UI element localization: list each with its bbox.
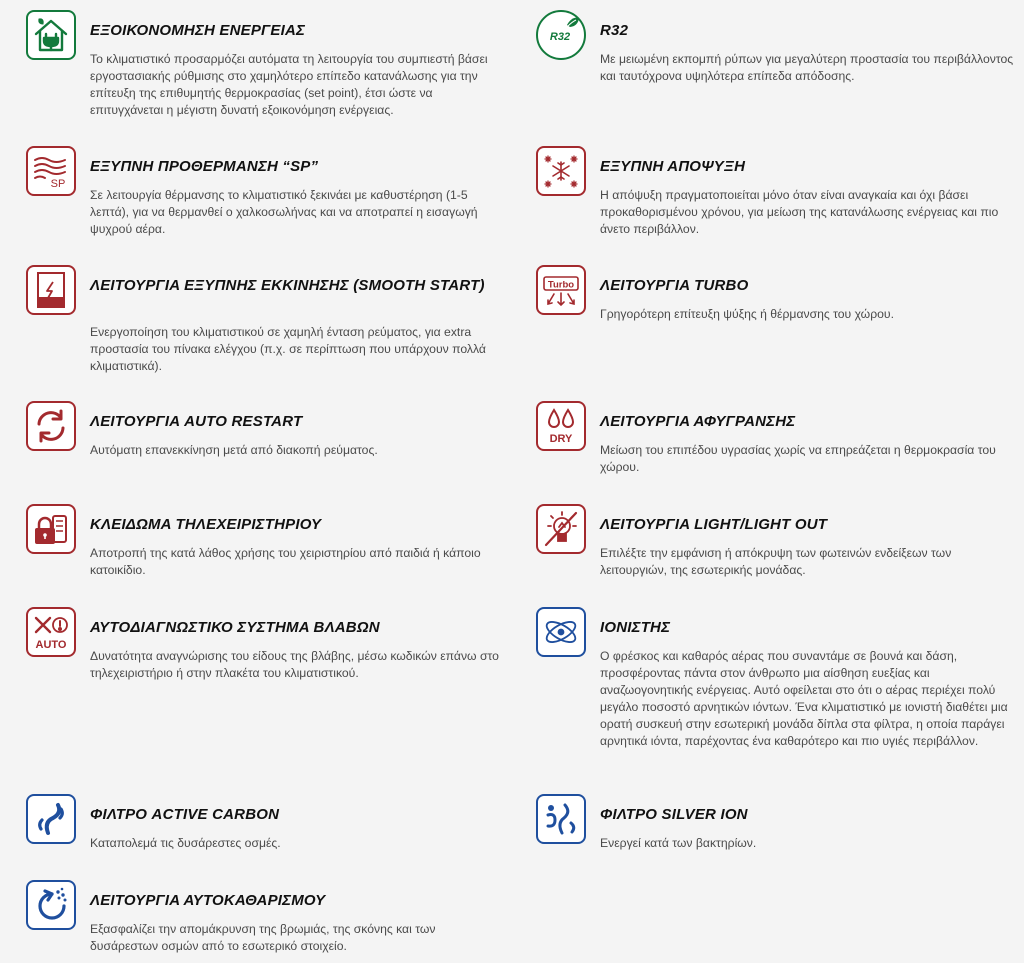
self-clean-icon (26, 880, 76, 930)
feature-title: ΛΕΙΤΟΥΡΓΙΑ TURBO (600, 277, 749, 294)
feature-title: ΑΥΤΟΔΙΑΓΝΩΣΤΙΚΟ ΣΥΣΤΗΜΑ ΒΛΑΒΩΝ (90, 619, 380, 636)
feature-description: Ο φρέσκος και καθαρός αέρας που συναντάμε σε βουνά και δάση, προσφέροντας πάντα στον άνθρωπο μια αίσθηση ευεξίας και αναζωογονητικής ενέργειας. Αυτό οφείλεται στο ότι ο αέρας περιέχει πολύ μεγάλο ποσοστό αρνητικών ιόντων. Ένα κλιματιστικό με ιονιστή διαθέτει μια ορατή συσκευή στην εσωτερική μονάδα δίπλα στα φίλτρα, η οποία παράγει αρνητικά ιόντα, παρέχοντας ένα καθαρότερο και πιο υγιές περιβάλλον. (600, 649, 1008, 748)
feature-title: R32 (600, 22, 629, 39)
feature-title: ΙΟΝΙΣΤΗΣ (600, 619, 671, 636)
feature-description: Ενεργεί κατά των βακτηρίων. (600, 836, 757, 850)
feature-title: ΛΕΙΤΟΥΡΓΙΑ AUTO RESTART (90, 413, 303, 430)
feature-description: Αυτόματη επανεκκίνηση μετά από διακοπή ρεύματος. (90, 443, 378, 457)
feature-title: ΦΙΛΤΡΟ SILVER ION (600, 806, 748, 823)
feature-description: Δυνατότητα αναγνώρισης του είδους της βλάβης, μέσω κωδικών επάνω στο τηλεχειριστήριο ή στην πλακέτα του κλιματιστικού. (90, 649, 499, 680)
feature-description: Σε λειτουργία θέρμανσης το κλιματιστικό ξεκινάει με καθυστέρηση (1-5 λεπτά), για να θερμανθεί ο χαλκοσωλήνας και να αποτραπεί η εισαγωγή ψυχρού αέρα. (90, 188, 478, 236)
feature-description: Μείωση του επιπέδου υγρασίας χωρίς να επηρεάζεται η θερμοκρασία του χώρου. (600, 443, 996, 474)
r32-leaf-icon (536, 10, 586, 60)
feature-title: ΛΕΙΤΟΥΡΓΙΑ ΑΦΥΓΡΑΝΣΗΣ (600, 413, 796, 430)
feature-title: ΦΙΛΤΡΟ ACTIVE CARBON (90, 806, 280, 823)
remote-lock-icon (26, 504, 76, 554)
restart-arrows-icon (26, 401, 76, 451)
feature-description: Το κλιματιστικό προσαρμόζει αυτόματα τη λειτουργία του συμπιεστή βάσει εργοστασιακής ρύθμισης στο χαμηλότερο επίπεδο κατανάλωσης για την επίτευξη της επιθυμητής θερμοκρασίας (set point), έτσι ώστε να επιτυγχάνεται η μέγιστη δυνατή εξοικονόμηση ενέργειας. (90, 52, 488, 117)
snowflakes-icon (536, 146, 586, 196)
feature-description: Με μειωμένη εκπομπή ρύπων για μεγαλύτερη προστασία του περιβάλλοντος και ταυτόχρονα υψηλότερα επίπεδα απόδοσης. (600, 52, 1014, 83)
carbon-filter-icon (26, 794, 76, 844)
feature-description: Καταπολεμά τις δυσάρεστες οσμές. (90, 836, 281, 850)
power-panel-icon (26, 265, 76, 315)
feature-title: ΕΞΥΠΝΗ ΑΠΟΨΥΞΗ (600, 158, 746, 175)
feature-title: ΛΕΙΤΟΥΡΓΙΑ LIGHT/LIGHT OUT (600, 516, 828, 533)
heat-waves-sp-icon (26, 146, 76, 196)
feature-description: Επιλέξτε την εμφάνιση ή απόκρυψη των φωτεινών ενδείξεων των λειτουργιών, της εσωτερικής μονάδας. (600, 546, 952, 577)
feature-description: Ενεργοποίηση του κλιματιστικού σε χαμηλή ένταση ρεύματος, για extra προστασία του πίνακα ελέγχου (π.χ. σε περίπτωση που υπάρχουν πολλά κλιματιστικά). (90, 325, 486, 373)
feature-title: ΚΛΕΙΔΩΜΑ ΤΗΛΕΧΕΙΡΙΣΤΗΡΙΟΥ (90, 516, 322, 533)
house-plug-icon (26, 10, 76, 60)
feature-title: ΛΕΙΤΟΥΡΓΙΑ ΕΞΥΠΝΗΣ ΕΚΚΙΝΗΣΗΣ (SMOOTH START) (90, 277, 485, 294)
feature-title: ΛΕΙΤΟΥΡΓΙΑ ΑΥΤΟΚΑΘΑΡΙΣΜΟΥ (90, 892, 326, 909)
ionizer-icon (536, 607, 586, 657)
svg-text:SP: SP (50, 178, 66, 190)
feature-description: Αποτροπή της κατά λάθος χρήσης του χειριστηρίου από παιδιά ή κάποιο κατοικίδιο. (90, 546, 481, 577)
svg-text:R32: R32 (549, 31, 571, 43)
dry-drops-icon (536, 401, 586, 451)
feature-description: Εξασφαλίζει την απομάκρυνση της βρωμιάς, της σκόνης και των δυσάρεστων οσμών από το εσωτερικό στοιχείο. (90, 922, 436, 953)
feature-title: ΕΞΟΙΚΟΝΟΜΗΣΗ ΕΝΕΡΓΕΙΑΣ (90, 22, 306, 39)
svg-text:DRY: DRY (549, 433, 573, 445)
feature-description: Η απόψυξη πραγματοποιείται μόνο όταν είναι αναγκαία και όχι βάσει προκαθορισμένου χρόνου, για μείωση της κατανάλωσης ενέργειας και πιο άνετο περιβάλλον. (600, 188, 999, 236)
silver-ion-filter-icon (536, 794, 586, 844)
turbo-icon (536, 265, 586, 315)
feature-title: ΕΞΥΠΝΗ ΠΡΟΘΕΡΜΑΝΣΗ “SP” (90, 158, 319, 175)
svg-text:Turbo: Turbo (547, 279, 575, 291)
light-bulb-off-icon (536, 504, 586, 554)
feature-description: Γρηγορότερη επίτευξη ψύξης ή θέρμανσης του χώρου. (600, 307, 894, 321)
auto-diagnosis-icon (26, 607, 76, 657)
svg-text:AUTO: AUTO (35, 639, 67, 651)
